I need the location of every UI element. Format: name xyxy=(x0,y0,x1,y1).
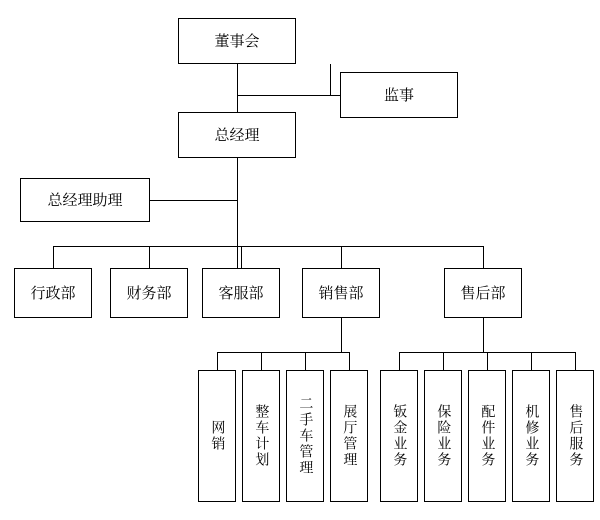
node-finance-dept[interactable]: 财务部 xyxy=(110,268,188,318)
connector-bus-to-aftersales xyxy=(483,246,484,268)
node-showroom-mgmt[interactable]: 展厅管理 xyxy=(330,370,368,502)
connector-after-to-insurance xyxy=(443,352,444,370)
node-service-dept[interactable]: 客服部 xyxy=(202,268,280,318)
connector-after-to-parts xyxy=(487,352,488,370)
connector-bus-to-sales xyxy=(341,246,342,268)
node-vehicle-plan[interactable]: 整车计划 xyxy=(242,370,280,502)
connector-supervisor-stub xyxy=(237,95,340,96)
node-after-service[interactable]: 售后服务 xyxy=(556,370,594,502)
connector-sales-to-used xyxy=(305,352,306,370)
connector-sales-to-showroom xyxy=(349,352,350,370)
connector-dept-bus xyxy=(53,246,483,247)
node-supervisor[interactable]: 监事 xyxy=(340,72,458,118)
connector-after-to-mechanical xyxy=(531,352,532,370)
node-used-car-mgmt[interactable]: 二手车管理 xyxy=(286,370,324,502)
node-online-sales[interactable]: 网销 xyxy=(198,370,236,502)
connector-after-to-service2 xyxy=(575,352,576,370)
connector-after-to-body xyxy=(399,352,400,370)
node-admin-dept[interactable]: 行政部 xyxy=(14,268,92,318)
connector-bus-to-admin xyxy=(53,246,54,268)
node-parts[interactable]: 配件业务 xyxy=(468,370,506,502)
node-gm[interactable]: 总经理 xyxy=(178,112,296,158)
connector-gm-trunk xyxy=(237,158,238,268)
connector-sales-to-plan xyxy=(261,352,262,370)
node-gm-assistant[interactable]: 总经理助理 xyxy=(20,178,150,222)
node-board[interactable]: 董事会 xyxy=(178,18,296,64)
connector-sales-to-online xyxy=(217,352,218,370)
connector-aftersales-trunk xyxy=(483,318,484,352)
connector-board-to-supervisor-v xyxy=(330,64,331,95)
connector-sales-bus xyxy=(217,352,349,353)
node-mechanical[interactable]: 机修业务 xyxy=(512,370,550,502)
connector-bus-to-service xyxy=(241,246,242,268)
node-body-shop[interactable]: 钣金业务 xyxy=(380,370,418,502)
connector-board-to-gm xyxy=(237,64,238,112)
connector-gm-to-assistant xyxy=(150,200,237,201)
node-aftersales-dept[interactable]: 售后部 xyxy=(444,268,522,318)
connector-bus-to-finance xyxy=(149,246,150,268)
connector-sales-trunk xyxy=(341,318,342,352)
node-sales-dept[interactable]: 销售部 xyxy=(302,268,380,318)
node-insurance[interactable]: 保险业务 xyxy=(424,370,462,502)
